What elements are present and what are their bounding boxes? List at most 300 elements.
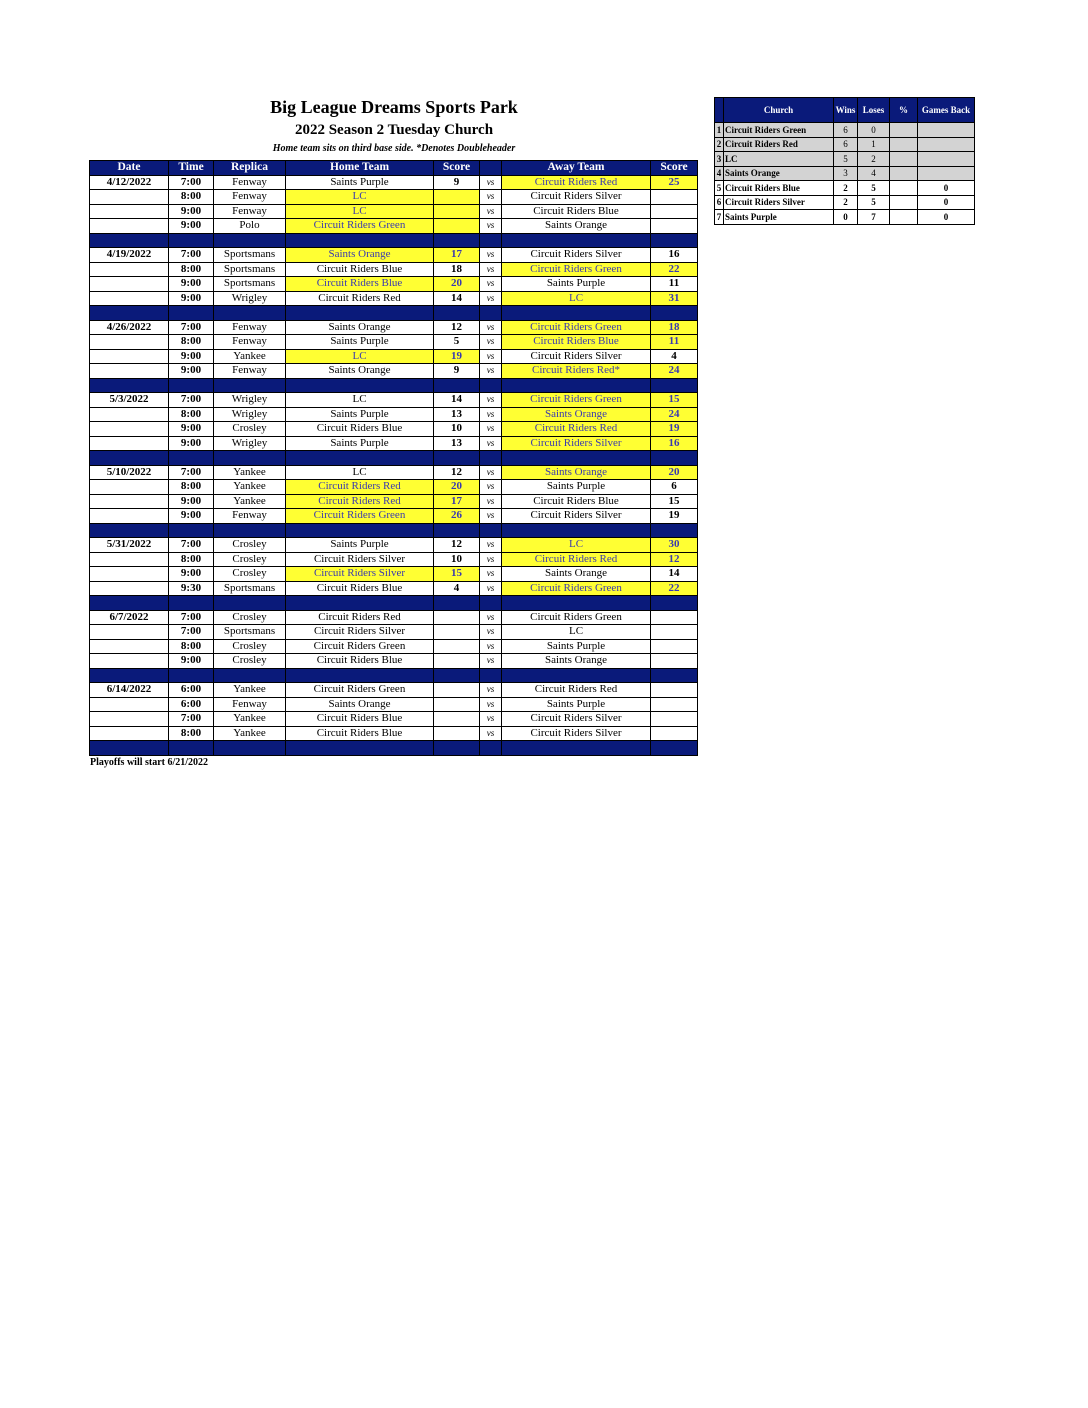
schedule-row — [90, 407, 698, 422]
separator-cell — [169, 378, 214, 393]
standings-row — [715, 152, 975, 167]
separator-cell — [169, 451, 214, 466]
game-field: Fenway — [214, 509, 286, 524]
separator-cell — [502, 596, 651, 611]
separator-cell — [286, 523, 434, 538]
away-score: 24 — [651, 364, 698, 379]
game-field: Yankee — [214, 726, 286, 741]
away-score: 12 — [651, 552, 698, 567]
game-time: 8:00 — [169, 335, 214, 350]
separator-cell — [651, 306, 698, 321]
game-field: Crosley — [214, 552, 286, 567]
vs-label: vs — [480, 538, 502, 553]
game-date — [90, 480, 169, 495]
home-team: Circuit Riders Blue — [286, 277, 434, 292]
schedule-row — [90, 277, 698, 292]
game-time: 7:00 — [169, 465, 214, 480]
schedule-row — [90, 204, 698, 219]
away-team: Circuit Riders Blue — [502, 204, 651, 219]
away-team: Circuit Riders Red* — [502, 364, 651, 379]
home-score: 17 — [434, 494, 480, 509]
away-team: Circuit Riders Red — [502, 683, 651, 698]
game-field: Yankee — [214, 349, 286, 364]
standings-row — [715, 181, 975, 196]
away-team: Circuit Riders Red — [502, 422, 651, 437]
separator-cell — [651, 668, 698, 683]
home-score — [434, 625, 480, 640]
schedule-row — [90, 422, 698, 437]
standings-pct — [890, 195, 918, 210]
home-team: Circuit Riders Red — [286, 480, 434, 495]
standings-header-church: Church — [724, 98, 834, 123]
separator-cell — [214, 233, 286, 248]
game-field: Crosley — [214, 422, 286, 437]
home-score: 12 — [434, 465, 480, 480]
separator-cell — [286, 741, 434, 756]
standings-pct — [890, 181, 918, 196]
away-score: 6 — [651, 480, 698, 495]
column-header-away-score: Score — [651, 161, 698, 176]
separator-cell — [90, 596, 169, 611]
vs-label: vs — [480, 567, 502, 582]
schedule-row — [90, 538, 698, 553]
week-separator — [90, 378, 698, 393]
separator-cell — [480, 306, 502, 321]
away-score: 16 — [651, 436, 698, 451]
standings-games-back: 0 — [918, 181, 975, 196]
away-score: 22 — [651, 581, 698, 596]
away-score: 30 — [651, 538, 698, 553]
game-time: 6:00 — [169, 697, 214, 712]
home-score: 18 — [434, 262, 480, 277]
home-score: 13 — [434, 436, 480, 451]
schedule-table — [89, 160, 698, 756]
game-time: 9:00 — [169, 291, 214, 306]
separator-cell — [480, 378, 502, 393]
schedule-row — [90, 248, 698, 263]
away-team: Circuit Riders Silver — [502, 248, 651, 263]
separator-cell — [480, 233, 502, 248]
separator-cell — [169, 306, 214, 321]
game-field: Crosley — [214, 654, 286, 669]
standings-loses: 4 — [858, 166, 890, 181]
standings-pct — [890, 210, 918, 225]
schedule-row — [90, 291, 698, 306]
column-header-replica: Replica — [214, 161, 286, 176]
vs-label: vs — [480, 422, 502, 437]
standings-body — [715, 123, 975, 225]
game-field: Fenway — [214, 175, 286, 190]
separator-cell — [434, 523, 480, 538]
standings-team: Circuit Riders Blue — [724, 181, 834, 196]
away-team: Circuit Riders Silver — [502, 436, 651, 451]
standings-loses: 0 — [858, 123, 890, 138]
away-team: Circuit Riders Green — [502, 393, 651, 408]
separator-cell — [90, 741, 169, 756]
separator-cell — [286, 378, 434, 393]
game-date — [90, 625, 169, 640]
standings-loses: 5 — [858, 181, 890, 196]
home-team: Circuit Riders Green — [286, 683, 434, 698]
page-title: Big League Dreams Sports Park — [270, 97, 518, 117]
separator-cell — [214, 451, 286, 466]
away-team: Circuit Riders Blue — [502, 335, 651, 350]
home-team: Saints Purple — [286, 175, 434, 190]
standings-wins: 2 — [834, 181, 858, 196]
game-field: Yankee — [214, 683, 286, 698]
home-score — [434, 219, 480, 234]
standings-pct — [890, 166, 918, 181]
vs-label: vs — [480, 219, 502, 234]
standings-games-back — [918, 166, 975, 181]
away-team: Circuit Riders Green — [502, 610, 651, 625]
vs-label: vs — [480, 712, 502, 727]
home-score: 17 — [434, 248, 480, 263]
standings-team: LC — [724, 152, 834, 167]
standings-row — [715, 137, 975, 152]
game-time: 7:00 — [169, 175, 214, 190]
game-time: 7:00 — [169, 248, 214, 263]
away-team: LC — [502, 625, 651, 640]
vs-label: vs — [480, 581, 502, 596]
away-team: Saints Orange — [502, 219, 651, 234]
standings-wins: 2 — [834, 195, 858, 210]
schedule-row — [90, 726, 698, 741]
game-field: Fenway — [214, 697, 286, 712]
home-team: Circuit Riders Red — [286, 494, 434, 509]
schedule-row — [90, 683, 698, 698]
game-time: 9:00 — [169, 422, 214, 437]
standings-games-back — [918, 137, 975, 152]
game-date — [90, 190, 169, 205]
home-score: 20 — [434, 480, 480, 495]
separator-cell — [502, 306, 651, 321]
game-field: Fenway — [214, 364, 286, 379]
game-time: 9:00 — [169, 277, 214, 292]
standings-games-back — [918, 123, 975, 138]
vs-label: vs — [480, 349, 502, 364]
away-score: 25 — [651, 175, 698, 190]
game-date — [90, 552, 169, 567]
game-time: 8:00 — [169, 552, 214, 567]
separator-cell — [90, 378, 169, 393]
away-team: Circuit Riders Silver — [502, 509, 651, 524]
standings-team: Circuit Riders Green — [724, 123, 834, 138]
game-date — [90, 436, 169, 451]
game-date: 4/26/2022 — [90, 320, 169, 335]
game-field: Crosley — [214, 567, 286, 582]
away-team: Saints Orange — [502, 465, 651, 480]
home-team: Circuit Riders Blue — [286, 726, 434, 741]
separator-cell — [286, 451, 434, 466]
separator-cell — [434, 668, 480, 683]
game-date — [90, 219, 169, 234]
away-score — [651, 726, 698, 741]
schedule-row — [90, 509, 698, 524]
game-field: Yankee — [214, 494, 286, 509]
game-time: 9:00 — [169, 349, 214, 364]
home-team: Circuit Riders Blue — [286, 422, 434, 437]
standings-header-pct: % — [890, 98, 918, 123]
schedule-row — [90, 494, 698, 509]
home-score — [434, 712, 480, 727]
away-team: Circuit Riders Silver — [502, 726, 651, 741]
game-date — [90, 567, 169, 582]
away-score — [651, 683, 698, 698]
vs-label: vs — [480, 726, 502, 741]
home-score: 12 — [434, 320, 480, 335]
home-team: Circuit Riders Blue — [286, 262, 434, 277]
separator-cell — [286, 306, 434, 321]
separator-cell — [286, 596, 434, 611]
schedule-row — [90, 712, 698, 727]
away-score: 18 — [651, 320, 698, 335]
home-team: Circuit Riders Green — [286, 219, 434, 234]
game-field: Sportsmans — [214, 262, 286, 277]
game-date — [90, 204, 169, 219]
away-score: 19 — [651, 509, 698, 524]
home-score — [434, 654, 480, 669]
schedule-row — [90, 581, 698, 596]
away-score: 15 — [651, 393, 698, 408]
game-date — [90, 509, 169, 524]
game-field: Wrigley — [214, 291, 286, 306]
vs-label: vs — [480, 465, 502, 480]
game-date: 4/12/2022 — [90, 175, 169, 190]
game-field: Sportsmans — [214, 277, 286, 292]
separator-cell — [502, 233, 651, 248]
away-score: 16 — [651, 248, 698, 263]
home-score — [434, 639, 480, 654]
home-score: 5 — [434, 335, 480, 350]
game-date — [90, 349, 169, 364]
away-score: 22 — [651, 262, 698, 277]
separator-cell — [286, 668, 434, 683]
home-team: Circuit Riders Green — [286, 639, 434, 654]
separator-cell — [480, 596, 502, 611]
standings-row — [715, 123, 975, 138]
schedule-body — [90, 175, 698, 755]
away-team: Saints Purple — [502, 480, 651, 495]
schedule-row — [90, 436, 698, 451]
away-score — [651, 712, 698, 727]
away-score — [651, 697, 698, 712]
game-time: 9:00 — [169, 204, 214, 219]
standings-games-back: 0 — [918, 195, 975, 210]
away-team: LC — [502, 538, 651, 553]
separator-cell — [169, 668, 214, 683]
game-date — [90, 407, 169, 422]
away-score: 11 — [651, 335, 698, 350]
week-separator — [90, 451, 698, 466]
vs-label: vs — [480, 610, 502, 625]
away-team: Saints Purple — [502, 697, 651, 712]
standings-loses: 7 — [858, 210, 890, 225]
schedule-row — [90, 262, 698, 277]
away-team: Circuit Riders Red — [502, 175, 651, 190]
game-time: 8:00 — [169, 726, 214, 741]
separator-cell — [214, 596, 286, 611]
away-team: Saints Orange — [502, 654, 651, 669]
game-time: 7:00 — [169, 610, 214, 625]
standings-wins: 6 — [834, 123, 858, 138]
separator-cell — [90, 523, 169, 538]
home-team: Circuit Riders Blue — [286, 654, 434, 669]
schedule-row — [90, 335, 698, 350]
schedule-row — [90, 364, 698, 379]
vs-label: vs — [480, 683, 502, 698]
column-header-home-team: Home Team — [286, 161, 434, 176]
game-field: Wrigley — [214, 436, 286, 451]
game-time: 6:00 — [169, 683, 214, 698]
home-score: 14 — [434, 393, 480, 408]
away-team: Circuit Riders Green — [502, 262, 651, 277]
standings-wins: 3 — [834, 166, 858, 181]
game-date — [90, 335, 169, 350]
home-score: 9 — [434, 175, 480, 190]
game-time: 9:00 — [169, 654, 214, 669]
game-date — [90, 654, 169, 669]
standings-rank: 7 — [715, 210, 724, 225]
away-team: Circuit Riders Red — [502, 552, 651, 567]
standings-pct — [890, 152, 918, 167]
vs-label: vs — [480, 335, 502, 350]
home-team: Circuit Riders Red — [286, 291, 434, 306]
standings-rank: 5 — [715, 181, 724, 196]
schedule-row — [90, 697, 698, 712]
standings-rank: 2 — [715, 137, 724, 152]
separator-cell — [480, 668, 502, 683]
game-field: Fenway — [214, 190, 286, 205]
standings-header-games-back: Games Back — [918, 98, 975, 123]
game-field: Fenway — [214, 335, 286, 350]
home-team: Circuit Riders Silver — [286, 552, 434, 567]
game-time: 7:00 — [169, 625, 214, 640]
separator-cell — [90, 451, 169, 466]
game-field: Sportsmans — [214, 248, 286, 263]
standings-team: Circuit Riders Red — [724, 137, 834, 152]
standings-team: Saints Purple — [724, 210, 834, 225]
away-team: Saints Orange — [502, 567, 651, 582]
game-time: 7:00 — [169, 393, 214, 408]
separator-cell — [651, 378, 698, 393]
away-score: 14 — [651, 567, 698, 582]
game-field: Crosley — [214, 639, 286, 654]
home-team: LC — [286, 190, 434, 205]
game-date: 4/19/2022 — [90, 248, 169, 263]
home-team: Circuit Riders Silver — [286, 567, 434, 582]
standings-pct — [890, 137, 918, 152]
vs-label: vs — [480, 175, 502, 190]
separator-cell — [502, 668, 651, 683]
game-field: Fenway — [214, 320, 286, 335]
separator-cell — [434, 741, 480, 756]
game-field: Yankee — [214, 465, 286, 480]
playoffs-footnote: Playoffs will start 6/21/2022 — [90, 757, 209, 768]
away-score: 20 — [651, 465, 698, 480]
away-score: 11 — [651, 277, 698, 292]
separator-cell — [502, 523, 651, 538]
separator-cell — [169, 233, 214, 248]
separator-cell — [90, 233, 169, 248]
schedule-row — [90, 639, 698, 654]
column-header-date: Date — [90, 161, 169, 176]
home-score — [434, 190, 480, 205]
standings-row — [715, 195, 975, 210]
vs-label: vs — [480, 552, 502, 567]
away-score: 24 — [651, 407, 698, 422]
standings-loses: 2 — [858, 152, 890, 167]
home-score: 13 — [434, 407, 480, 422]
game-field: Sportsmans — [214, 625, 286, 640]
away-score: 19 — [651, 422, 698, 437]
game-date — [90, 291, 169, 306]
column-header-vs — [480, 161, 502, 176]
schedule-row — [90, 349, 698, 364]
game-time: 9:00 — [169, 219, 214, 234]
game-time: 9:00 — [169, 567, 214, 582]
home-score: 9 — [434, 364, 480, 379]
week-separator — [90, 306, 698, 321]
vs-label: vs — [480, 654, 502, 669]
away-team: Saints Purple — [502, 277, 651, 292]
standings-row — [715, 166, 975, 181]
vs-label: vs — [480, 494, 502, 509]
separator-cell — [651, 233, 698, 248]
separator-cell — [480, 523, 502, 538]
standings-wins: 6 — [834, 137, 858, 152]
game-date — [90, 581, 169, 596]
game-date — [90, 726, 169, 741]
home-team: Saints Orange — [286, 248, 434, 263]
game-date: 5/31/2022 — [90, 538, 169, 553]
away-team: Circuit Riders Silver — [502, 712, 651, 727]
game-date — [90, 697, 169, 712]
game-date — [90, 422, 169, 437]
schedule-row — [90, 480, 698, 495]
separator-cell — [434, 306, 480, 321]
game-date — [90, 364, 169, 379]
game-date — [90, 494, 169, 509]
vs-label: vs — [480, 697, 502, 712]
game-time: 9:00 — [169, 494, 214, 509]
schedule-note: Home team sits on third base side. *Denotes Doubleheader — [272, 143, 516, 154]
separator-cell — [502, 378, 651, 393]
game-field: Yankee — [214, 480, 286, 495]
standings-wins: 0 — [834, 210, 858, 225]
vs-label: vs — [480, 248, 502, 263]
home-team: Saints Orange — [286, 320, 434, 335]
standings-games-back: 0 — [918, 210, 975, 225]
standings-wins: 5 — [834, 152, 858, 167]
away-score — [651, 654, 698, 669]
game-field: Wrigley — [214, 393, 286, 408]
away-score: 31 — [651, 291, 698, 306]
schedule-row — [90, 190, 698, 205]
home-team: Saints Orange — [286, 697, 434, 712]
separator-cell — [214, 523, 286, 538]
game-time: 7:00 — [169, 538, 214, 553]
away-team: Circuit Riders Blue — [502, 494, 651, 509]
home-score: 20 — [434, 277, 480, 292]
vs-label: vs — [480, 393, 502, 408]
separator-cell — [651, 451, 698, 466]
game-time: 8:00 — [169, 407, 214, 422]
away-team: Circuit Riders Green — [502, 581, 651, 596]
separator-cell — [434, 233, 480, 248]
home-score: 10 — [434, 552, 480, 567]
game-field: Crosley — [214, 610, 286, 625]
